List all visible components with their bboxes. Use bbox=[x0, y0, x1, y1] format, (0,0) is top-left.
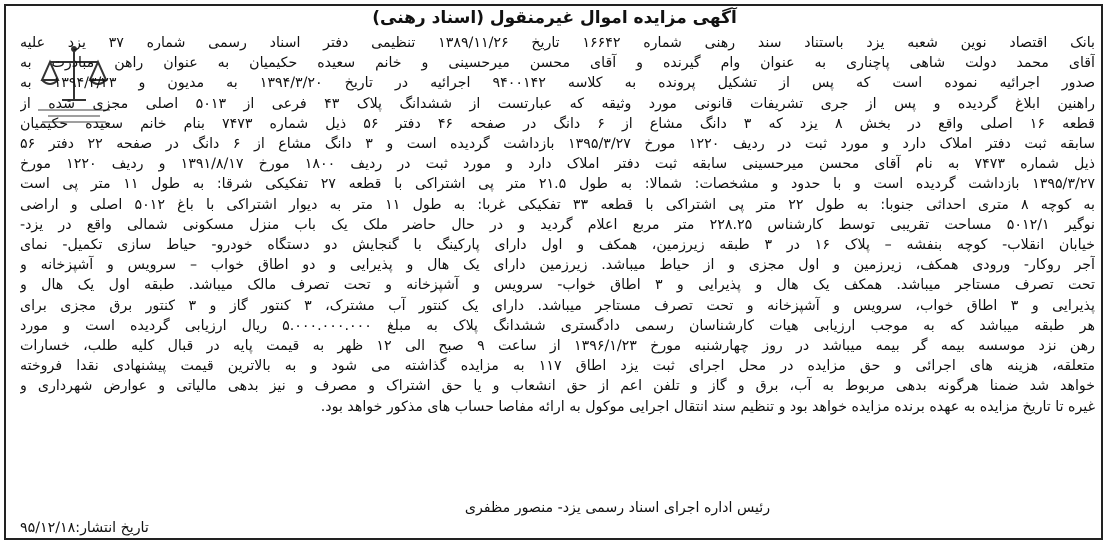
notice-line: پذیرایی و ۳ اطاق خواب، سرویس و آشپزخانه و تحت تصرف مستاجر میباشد. دارای یک کنتور آب مشترک، ۳ کنتور گاز و ۳ کنتور برق مجزی برای bbox=[20, 297, 1095, 314]
notice-line: خیابان انقلاب- کوچه بنفشه – پلاک ۱۶ در ۳ طبقه زیرزمین، همکف و اول دارای پارکینگ با گنجایش دو دستگاه خودرو- حیاط سازی تکمیل- نمای bbox=[20, 237, 1095, 254]
notice-body bbox=[20, 33, 1095, 417]
notice-line: غیره تا تاریخ مزایده به عهده برنده مزایده خواهد بود و تنظیم سند انتقال اجرایی موکول به ارائه مفاصا حساب های مذکور خواهد بود. bbox=[320, 398, 1095, 415]
notice-line: رهن نزد موسسه بیمه گر بیمه میباشد در روز چهارشنبه مورخ ۱۳۹۶/۱/۲۳ از ساعت ۹ صبح الی ۱۲ ظهر به قیمت پایه در قبال کلیه طلب، خسارات bbox=[20, 338, 1095, 355]
notice-line: به کوچه ۸ متری احداثی جنوبا: به طول ۲۲ متر پی اشتراکی با قطعه ۳۳ تفکیکی غربا: به طول ۱۱ متر به دیوار اشتراکی با باغ ۵۰۱۲ اصلی و اراضی bbox=[20, 196, 1095, 213]
notice-line: آقای محمد دولت شاهی پاچناری به عنوان وام گیرنده و آقای محسن میرحسینی و خانم سعیده حکیمیان به عنوان راهن مبادرت به bbox=[20, 55, 1095, 72]
notice-title: آگهی مزایده اموال غیرمنقول (اسناد رهنی) bbox=[372, 8, 737, 28]
notice-line: راهنین ابلاغ گردیده و پس از جری تشریفات قانونی مورد وثیقه که عبارتست از ششدانگ پلاک ۴۳ فرعی از ۵۰۱۳ اصلی مجزی شده از bbox=[20, 95, 1095, 112]
notice-line: خواهد شد ضمنا هرگونه بدهی مربوط به آب، برق و گاز و تلفن اعم از حق انشعاب و یا حق اشتراک و مصرف و نیز بدهی مالیاتی و عوارض شهرداری و bbox=[20, 378, 1095, 395]
notice-line: ۱۳۹۵/۳/۲۷ بازداشت گردیده است و با حدود و مشخصات: شمالا: به طول ۲۱.۵ متر پی اشتراکی با قطعه ۲۷ تفکیکی شرقا: به طول ۱۱ متر پی است bbox=[20, 176, 1095, 193]
notice-line: ذیل شماره ۷۴۷۳ به نام آقای محسن میرحسینی سابقه ثبت دفتر املاک دارد و مورد ثبت در ردیف ۱۸۰۰ مورخ ۱۳۹۱/۸/۱۷ و ردیف ۱۲۲۰ مورخ bbox=[20, 156, 1095, 173]
notice-line: آجر روکار- ورودی همکف، زیرزمین و اول مجزی و از حیاط میباشد. زیرزمین دارای یک هال و پذیرایی و دو اطاق خواب – سرویس و آشپزخانه و bbox=[20, 257, 1095, 274]
notice-line: بانک اقتصاد نوین شعبه یزد باستناد سند رهنی شماره ۱۶۶۴۲ تاریخ ۱۳۸۹/۱۱/۲۶ تنظیمی دفتر اسناد رسمی شماره ۳۷ یزد علیه bbox=[20, 35, 1095, 51]
signature: رئیس اداره اجرای اسناد رسمی یزد- منصور مظفری bbox=[464, 500, 771, 516]
notice-line: سابقه ثبت دفتر املاک دارد و مورد ثبت در ردیف ۱۲۲۰ مورخ ۱۳۹۵/۳/۲۷ بازداشت گردیده است و ۳ دانگ مشاع از ۶ دانگ در صفحه ۲۲ دفتر ۵۶ bbox=[20, 136, 1095, 153]
notice-footer bbox=[20, 498, 1095, 538]
notice-line: متعلقه، هزینه های اجرائی و حق مزایده در محل اجرای ثبت یزد اطاق ۱۱۷ به مزایده گذاشته می شود و به بالاترین قیمت پیشنهادی نقدا فروخته bbox=[20, 358, 1095, 375]
notice-line: قطعه ۱۶ اصلی واقع در بخش ۸ یزد که ۳ دانگ مشاع از ۶ دانگ در صفحه ۴۶ دفتر ۵۶ ذیل شماره ۷۴۷۳ بنام خانم سعیده حکیمیان bbox=[20, 115, 1095, 132]
publish-date: تاریخ انتشار:۹۵/۱۲/۱۸ bbox=[20, 520, 149, 536]
notice-line: صدور اجرائیه نموده است که پس از تشکیل پرونده به کلاسه ۹۴۰۰۱۴۲ اجرائیه در تاریخ ۱۳۹۴/۳/۲۰ به مدیون و ۱۳۹۴/۳/۲۳ به bbox=[20, 75, 1095, 92]
notice-line: تحت تصرف مستاجر میباشد. همکف یک هال و پذیرایی و ۳ اطاق خواب- سرویس و آشپزخانه و تحت تصرف مالک میباشد. طبقه اول یک هال و bbox=[20, 277, 1095, 294]
notice-line: نوگیر ۵۰۱۲/۱ مساحت تقریبی توسط کارشناس ۲۲۸.۲۵ متر مربع اعلام گردید و در حال حاضر ملک یک باب منزل مسکونی شمالی واقع در یزد- bbox=[20, 216, 1095, 233]
notice-line: هر طبقه میباشد که به موجب ارزیابی هیات کارشناسان رسمی دادگستری ششدانگ پلاک به مبلغ ۵.۰۰۰.۰۰۰.۰۰۰ ریال ارزیابی گردیده است و مورد bbox=[20, 317, 1095, 334]
